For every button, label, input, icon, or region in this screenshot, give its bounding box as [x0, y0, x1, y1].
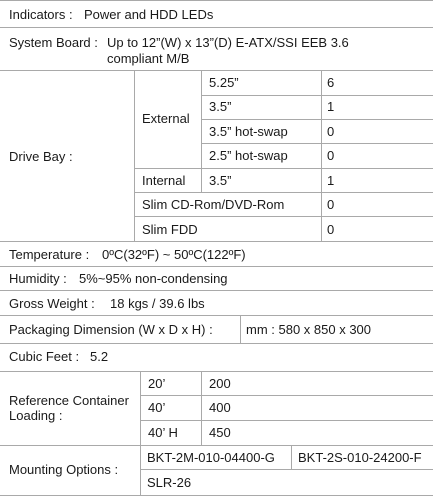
bay-type: 3.5”	[209, 173, 232, 188]
bay-type: 5.25”	[209, 75, 239, 90]
container-size: 40’	[148, 400, 166, 415]
slim-fdd-label: Slim FDD	[142, 222, 198, 237]
drive-bay-label: Drive Bay :	[9, 149, 73, 164]
rule	[0, 343, 433, 344]
container-qty: 400	[209, 400, 231, 415]
mounting-label: Mounting Options :	[9, 462, 119, 477]
rule	[0, 315, 433, 316]
bay-type: 3.5”	[209, 99, 232, 114]
bay-count: 0	[327, 197, 335, 212]
bay-count: 1	[327, 173, 335, 188]
container-qty: 200	[209, 376, 231, 391]
rule	[201, 371, 202, 445]
humidity-label: Humidity :	[9, 271, 67, 286]
bay-type: 2.5” hot-swap	[209, 148, 288, 163]
container-size: 40’ H	[148, 425, 178, 440]
rule	[140, 371, 141, 496]
bay-count: 0	[327, 124, 335, 139]
indicators-label: Indicators :	[9, 7, 73, 22]
rule	[201, 95, 433, 96]
rule	[0, 445, 433, 446]
container-size: 20’	[148, 376, 166, 391]
system-board-label: System Board :	[9, 35, 98, 50]
rule	[240, 315, 241, 343]
rule	[134, 70, 135, 241]
packaging-value: mm : 580 x 850 x 300	[246, 322, 372, 337]
rule	[201, 119, 433, 120]
mounting-option: SLR-26	[147, 475, 192, 490]
rule	[140, 395, 433, 396]
gross-weight-value: 18 kgs / 39.6 lbs	[110, 296, 205, 311]
container-qty: 450	[209, 425, 231, 440]
temperature-value: 0ºC(32ºF) ~ 50ºC(122ºF)	[102, 247, 246, 262]
mounting-option: BKT-2M-010-04400-G	[147, 450, 275, 465]
packaging-label: Packaging Dimension (W x D x H) :	[9, 322, 213, 337]
external-label: External	[142, 111, 190, 126]
mounting-option: BKT-2S-010-24200-F	[298, 450, 422, 465]
rule	[291, 445, 292, 469]
slim-cd-label: Slim CD-Rom/DVD-Rom	[142, 197, 285, 212]
bay-count: 6	[327, 75, 335, 90]
container-label: Reference Container	[9, 393, 129, 408]
cubic-feet-label: Cubic Feet :	[9, 349, 80, 364]
rule	[0, 70, 433, 71]
system-board-value: Up to 12”(W) x 13”(D) E-ATX/SSI EEB 3.6	[107, 35, 349, 50]
internal-label: Internal	[142, 173, 186, 188]
rule	[134, 192, 433, 193]
system-board-value: compliant M/B	[107, 51, 190, 66]
rule	[0, 0, 433, 1]
rule	[321, 70, 322, 241]
rule	[140, 469, 433, 470]
rule	[0, 266, 433, 267]
bay-count: 1	[327, 99, 335, 114]
cubic-feet-value: 5.2	[90, 349, 109, 364]
gross-weight-label: Gross Weight :	[9, 296, 95, 311]
bay-count: 0	[327, 222, 335, 237]
rule	[201, 70, 202, 192]
rule	[140, 420, 433, 421]
container-label: Loading :	[9, 408, 63, 423]
rule	[134, 216, 433, 217]
temperature-label: Temperature :	[9, 247, 90, 262]
rule	[134, 168, 433, 169]
bay-count: 0	[327, 148, 335, 163]
rule	[0, 241, 433, 242]
rule	[0, 371, 433, 372]
rule	[201, 143, 433, 144]
indicators-value: Power and HDD LEDs	[84, 7, 214, 22]
rule	[0, 290, 433, 291]
bay-type: 3.5” hot-swap	[209, 124, 288, 139]
humidity-value: 5%~95% non-condensing	[79, 271, 228, 286]
rule	[0, 27, 433, 28]
